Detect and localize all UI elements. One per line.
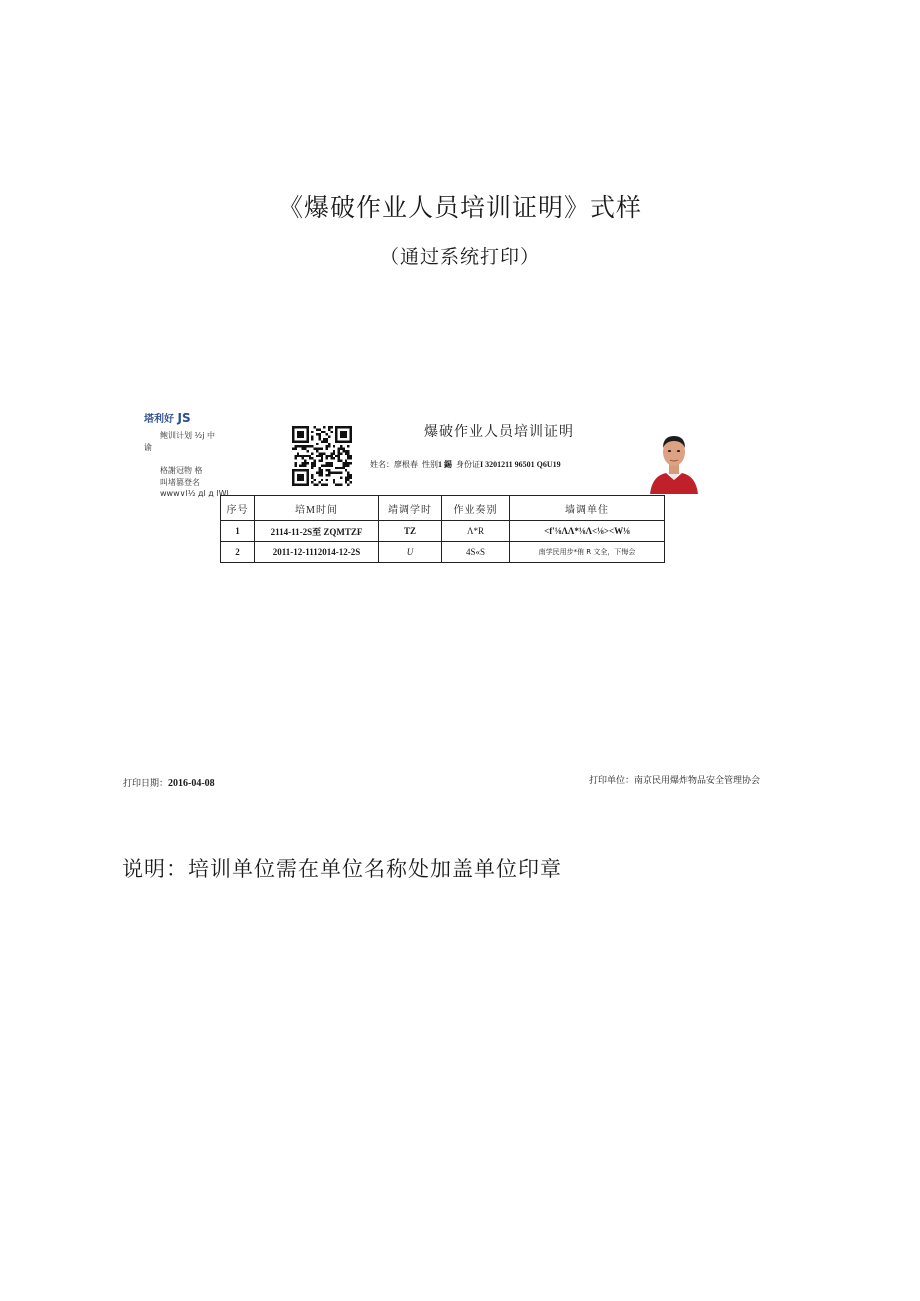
qr-note-heading-text: 塔利好 [144,414,174,425]
print-date [123,776,215,789]
qr-note-line: www∨l½ дl д lWl [160,489,229,498]
cell-training-unit: <f'⅛ΛΛ*⅛Λ<⅛><W⅛ [510,521,665,542]
print-unit: 打印单位：南京民用爆炸物品安全管理协会 [589,776,761,786]
column-header-work-category: 作业奏别 [442,496,510,521]
cell-training-time: 2011-12-1112014-12-2S [255,542,379,563]
person-info [370,459,561,470]
cell-index: 2 [221,542,255,563]
cell-work-category: 4S«S [442,542,510,563]
person-photo-icon [648,424,700,494]
cell-index: 1 [221,521,255,542]
qr-note-heading [144,410,191,425]
qr-note-line: 格謝冠物 格 [160,466,203,475]
gender-label: 性别 [422,460,438,469]
name-label: 姓名： [370,460,394,469]
column-header-training-time: 培M时间 [255,496,379,521]
cell-training-hours: U [379,542,442,563]
table-header-row [221,496,665,521]
name-value: 廖根春 [394,460,418,469]
cell-training-time: 2114-11-2S至 ZQMTZF [255,521,379,542]
table-row [221,521,665,542]
print-date-value: 2016-04-08 [168,778,215,789]
training-table [220,495,665,563]
document-subtitle: （通过系统打印） [379,246,540,268]
qr-code-icon [292,426,352,486]
table-row [221,542,665,563]
column-header-training-hours: 靖调学时 [379,496,442,521]
column-header-index: 序号 [221,496,255,521]
qr-note-heading-suffix: JS [177,411,191,425]
qr-note-line: 鲍训计划 ½j 中 [160,431,216,440]
qr-note-line: 谕 [144,443,152,452]
id-value: I 3201211 96501 Q6U19 [480,460,561,469]
cell-training-unit: 南学民用步*侑 R 文全，下悔会 [510,542,665,563]
document-title: 《爆破作业人员培训证明》式样 [277,193,642,222]
qr-note-line: 叫堵篡登名 [160,478,200,487]
gender-value: 1 錫 [438,460,452,469]
id-label: 身份证 [456,460,480,469]
cell-work-category: Λ*R [442,521,510,542]
explanation-note: 说明：培训单位需在单位名称处加盖单位印章 [122,857,562,881]
certificate-heading: 爆破作业人员培训证明 [424,424,574,440]
column-header-training-unit: 墙调单住 [510,496,665,521]
print-date-label: 打印日期： [123,779,169,789]
cell-training-hours: TZ [379,521,442,542]
